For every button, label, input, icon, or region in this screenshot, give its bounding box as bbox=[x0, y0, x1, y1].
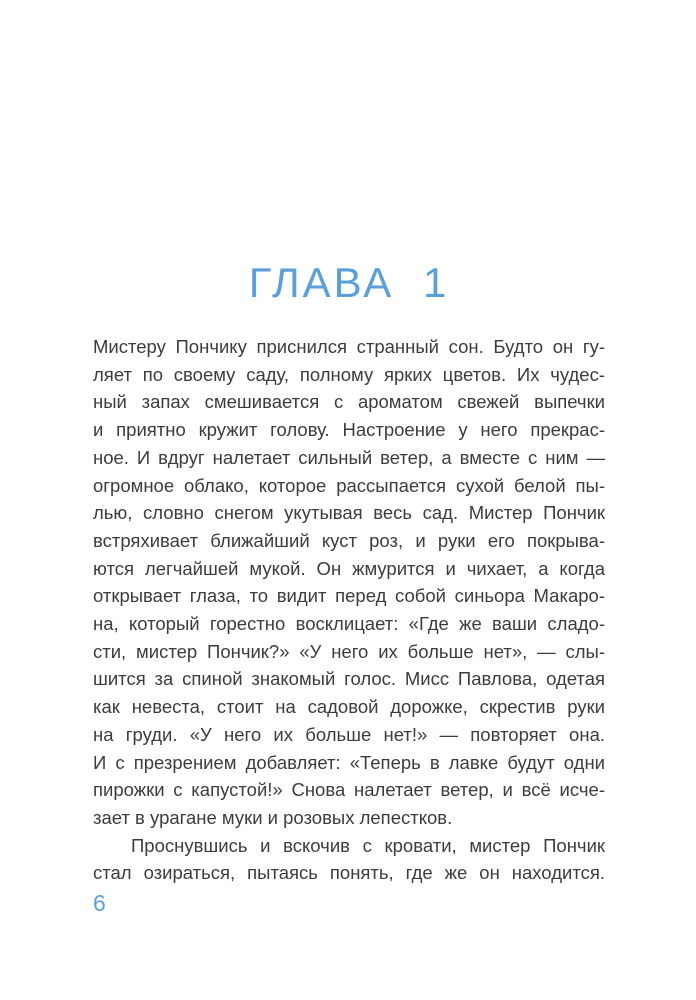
text-line: встряхивает ближайший куст роз, и руки его покрыва- bbox=[93, 529, 605, 551]
text-line: ное. И вдруг налетает сильный ветер, а вместе с ним — bbox=[93, 446, 605, 468]
text-line: и приятно кружит голову. Настроение у него прекрас- bbox=[93, 419, 605, 441]
text-line: зает в урагане муки и розовых лепестков. bbox=[93, 806, 453, 828]
text-line: огромное облако, которое рассыпается сухой белой пы- bbox=[93, 474, 605, 496]
text-line: ный запах смешивается с ароматом свежей выпечки bbox=[93, 391, 605, 413]
text-line: сти, мистер Пончик?» «У него их больше нет», — слы- bbox=[93, 640, 605, 662]
text-line: И с презрением добавляет: «Теперь в лавке будут одни bbox=[93, 751, 605, 773]
text-line: ются легчайшей мукой. Он жмурится и чихает, а когда bbox=[93, 557, 605, 579]
text-line: ляет по своему саду, полному ярких цветов. Их чудес- bbox=[93, 363, 605, 385]
text-line: лью, словно снегом укутывая весь сад. Мистер Пончик bbox=[93, 502, 605, 524]
text-line: на груди. «У него их больше нет!» — повторяет она. bbox=[93, 723, 605, 745]
page-number: 6 bbox=[93, 890, 106, 916]
text-line: открывает глаза, то видит перед собой синьора Макаро- bbox=[93, 585, 605, 607]
chapter-heading: ГЛАВА 1 bbox=[248, 259, 450, 306]
chapter-text bbox=[93, 333, 605, 887]
text-line: пирожки с капустой!» Снова налетает ветер, и всё исче- bbox=[93, 779, 605, 801]
text-line: шится за спиной знакомый голос. Мисс Павлова, одетая bbox=[93, 668, 605, 690]
text-line: как невеста, стоит на садовой дорожке, скрестив руки bbox=[93, 696, 605, 718]
text-line: стал озираться, пытаясь понять, где же он находится. bbox=[93, 862, 605, 884]
text-line: на, который горестно восклицает: «Где же ваши сладо- bbox=[93, 613, 605, 635]
text-line: Проснувшись и вскочив с кровати, мистер Пончик bbox=[131, 834, 605, 856]
text-line: Мистеру Пончику приснился странный сон. Будто он гу- bbox=[93, 336, 605, 357]
